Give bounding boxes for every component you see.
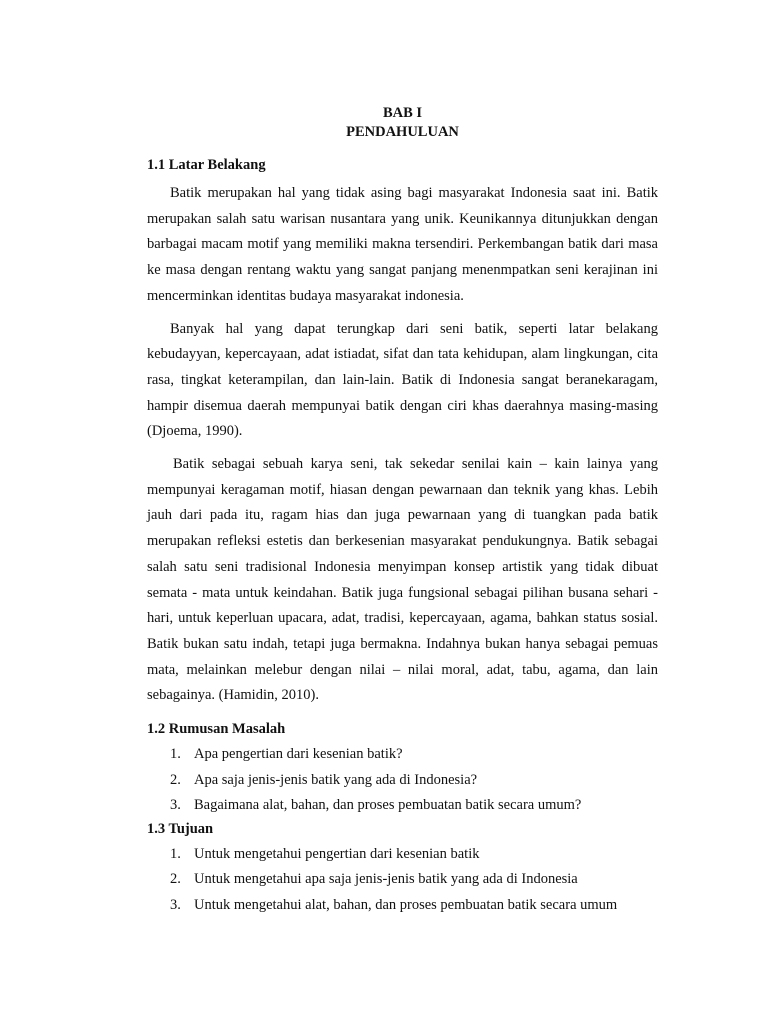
list-item-text: Untuk mengetahui apa saja jenis-jenis batik yang ada di Indonesia xyxy=(194,871,578,888)
list-item-number: 2. xyxy=(170,871,181,888)
list-item-number: 1. xyxy=(170,845,181,862)
document-page xyxy=(147,104,658,919)
list-item-text: Apa pengertian dari kesenian batik? xyxy=(194,746,403,763)
tujuan-list xyxy=(147,842,658,919)
chapter-title: PENDAHULUAN xyxy=(346,124,459,140)
list-item-text: Bagaimana alat, bahan, dan proses pembuatan batik secara umum? xyxy=(194,797,582,814)
list-item xyxy=(147,867,658,893)
list-item-text: Apa saja jenis-jenis batik yang ada di Indonesia? xyxy=(194,771,478,788)
list-item xyxy=(147,842,658,868)
list-item xyxy=(147,793,658,819)
list-item-number: 1. xyxy=(170,746,181,763)
list-item-number: 3. xyxy=(170,797,181,814)
section-heading-tujuan: 1.3 Tujuan xyxy=(147,820,214,837)
list-item xyxy=(147,742,658,768)
paragraph-1: Batik merupakan hal yang tidak asing bagi masyarakat Indonesia saat ini. Batik merupakan salah satu warisan nusantara yang unik. Keunikannya ditunjukkan dengan barbagai macam motif yang memiliki makna tersendiri. Perkembangan batik dari masa ke masa dengan rentang waktu yang sangat panjang menenmpatkan seni kerajinan ini mencerminkan identitas budaya masyarakat indonesia. xyxy=(147,185,658,304)
list-item xyxy=(147,893,658,919)
rumusan-masalah-list xyxy=(147,742,658,819)
section-heading-rumusan-masalah: 1.2 Rumusan Masalah xyxy=(147,721,286,738)
list-item-number: 3. xyxy=(170,897,181,914)
list-item xyxy=(147,768,658,794)
paragraph-2: Banyak hal yang dapat terungkap dari seni batik, seperti latar belakang kebudayyan, kepercayaan, adat istiadat, sifat dan tata kehidupan, alam lingkungan, cita rasa, tingkat keterampilan, dan lain-lain. Batik di Indonesia sangat beranekaragam, hampir disemua daerah mempunyai batik dengan ciri khas daerahnya masing-masing (Djoema, 1990). xyxy=(147,320,658,440)
paragraph-3: Batik sebagai sebuah karya seni, tak sekedar senilai kain – kain lainya yang mempunyai keragaman motif, hiasan dengan pewarnaan dan teknik yang khas. Lebih jauh dari pada itu, ragam hias dan juga pewarnaan yang di tuangkan pada batik merupakan refleksi estetis dan berkesenian masyarakat pendukungnya. Batik sebagai salah satu seni tradisional Indonesia menyimpan konsep artistik yang tidak dibuat semata - mata untuk keindahan. Batik juga fungsional sebagai pilihan busana sehari - hari, untuk keperluan upacara, adat, tradisi, kepercayaan, agama, bahkan status sosial. Batik bukan satu indah, tetapi juga bermakna. Indahnya bukan hanya sebagai pemuas mata, melainkan melebur dengan nilai – nilai moral, adat, tabu, agama, dan lain sebagainya. (Hamidin, 2010). xyxy=(147,456,658,704)
section-heading-latar-belakang: 1.1 Latar Belakang xyxy=(147,157,266,173)
list-item-number: 2. xyxy=(170,771,181,788)
chapter-label: BAB I xyxy=(382,105,423,121)
list-item-text: Untuk mengetahui alat, bahan, dan proses pembuatan batik secara umum xyxy=(194,897,618,914)
list-item-text: Untuk mengetahui pengertian dari kesenian batik xyxy=(194,845,480,862)
